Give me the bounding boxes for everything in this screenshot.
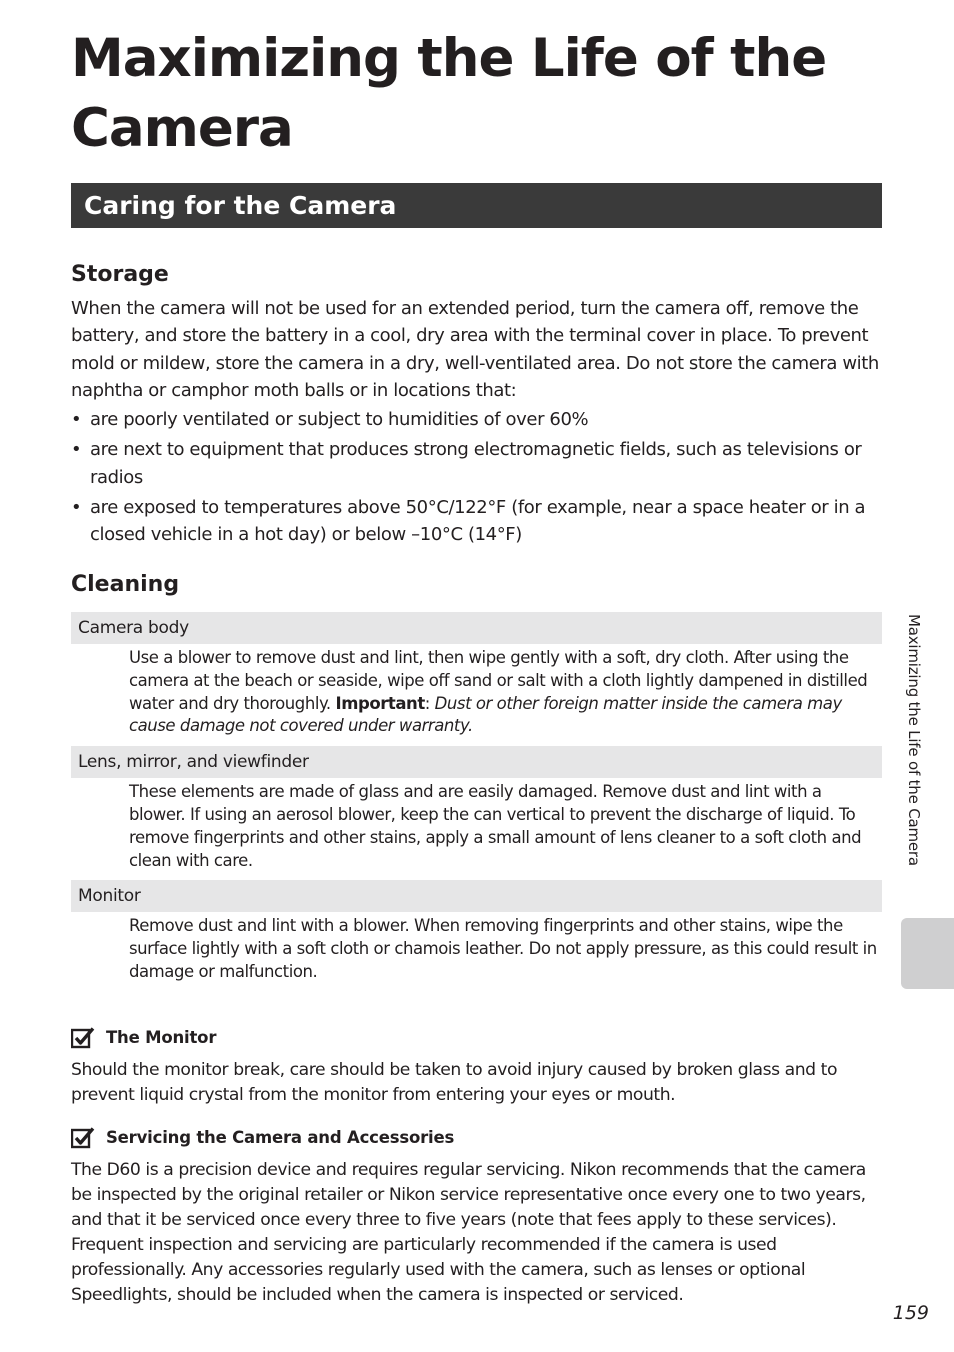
page-number: 159 bbox=[892, 1302, 929, 1324]
cleaning-heading: Cleaning bbox=[71, 572, 180, 597]
side-tab-label: Maximizing the Life of the Camera bbox=[905, 614, 923, 866]
storage-heading: Storage bbox=[71, 262, 169, 287]
table-row-body: Remove dust and lint with a blower. When removing fingerprints and other stains, wipe the surface lightly with a soft cloth or chamois leather. Do not apply pressure, as this could result in damage or malfunction. bbox=[129, 916, 877, 981]
important-note: Dust or other foreign matter inside the camera may cause damage not covered under warranty. bbox=[129, 693, 842, 736]
list-item: • are poorly ventilated or subject to humidities of over 60% bbox=[71, 406, 883, 433]
table-row-body: These elements are made of glass and are easily damaged. Remove dust and lint with a blower. If using an aerosol blower, keep the can vertical to prevent the discharge of liquid. To remove fingerprints and other stains, apply a small amount of lens cleaner to a soft cloth and clean with care. bbox=[129, 782, 862, 870]
note-servicing-heading bbox=[71, 1127, 454, 1149]
note-title: The Monitor bbox=[106, 1028, 217, 1047]
note-servicing-text: The D60 is a precision device and requires regular servicing. Nikon recommends that the camera be inspected by the original retailer or Nikon service representative once every one to two years, and that it be serviced once every three to five years (note that fees apply to these services). Frequent inspection and servicing are particularly recommended if the camera is used professionally. Any accessories regularly used with the camera, such as lenses or optional Speedlights, should be included when the camera is inspected or serviced. bbox=[71, 1160, 866, 1305]
bullet-icon: • bbox=[71, 409, 82, 430]
important-label: Important bbox=[335, 693, 425, 713]
note-monitor-heading bbox=[71, 1027, 216, 1049]
storage-paragraph: When the camera will not be used for an extended period, turn the camera off, remove the battery, and store the battery in a cool, dry area with the terminal cover in place. To prevent mold or mildew, store the camera in a dry, well-ventilated area. Do not store the camera with naphtha or camphor moth balls or in locations that: bbox=[71, 298, 879, 401]
note-title: Servicing the Camera and Accessories bbox=[106, 1128, 455, 1147]
section-header-bar bbox=[71, 183, 882, 228]
cleaning-table bbox=[71, 612, 882, 992]
note-monitor-text: Should the monitor break, care should be taken to avoid injury caused by broken glass and to prevent liquid crystal from the monitor from entering your eyes or mouth. bbox=[71, 1060, 838, 1105]
table-row-header: Camera body bbox=[71, 612, 882, 644]
section-title: Caring for the Camera bbox=[84, 191, 397, 220]
bullet-icon: • bbox=[71, 496, 82, 518]
list-item: • are exposed to temperatures above 50°C/122°F (for example, near a space heater or in a closed vehicle in a hot day) or below –10°C (14°F) bbox=[71, 494, 883, 549]
storage-bullet-list bbox=[71, 406, 883, 551]
table-row-header: Lens, mirror, and viewfinder bbox=[71, 746, 882, 778]
checkmark-box-icon bbox=[71, 1027, 95, 1049]
table-row-body: Use a blower to remove dust and lint, then wipe gently with a soft, dry cloth. After using the camera at the beach or seaside, wipe off sand or salt with a cloth lightly dampened in distilled water and dry thoroughly. Important: Dust or other foreign matter inside the camera may cause damage not covered under warranty. bbox=[129, 648, 868, 736]
checkmark-box-icon bbox=[71, 1127, 95, 1149]
bullet-icon: • bbox=[71, 439, 82, 461]
table-row-header: Monitor bbox=[71, 880, 882, 912]
side-tab-marker bbox=[901, 918, 954, 989]
list-item: • are next to equipment that produces strong electromagnetic fields, such as televisions or radios bbox=[71, 436, 883, 491]
page-title: Maximizing the Life of the Camera bbox=[71, 28, 827, 159]
